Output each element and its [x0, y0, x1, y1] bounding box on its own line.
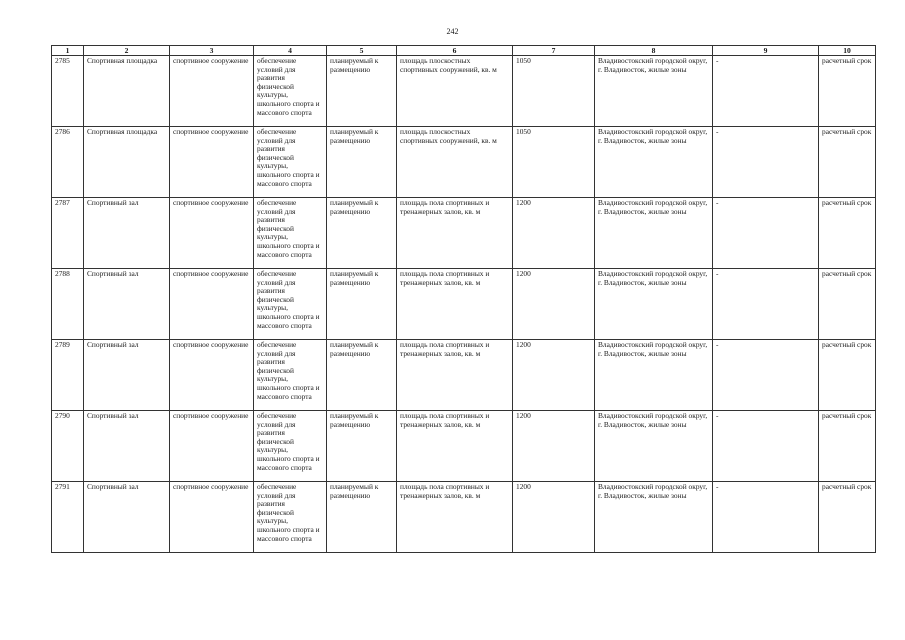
row-number: 2789 — [52, 340, 84, 411]
object-location: Владивостокский городской округ, г. Владивосток, жилые зоны — [595, 482, 713, 553]
implementation-term: расчетный срок — [819, 127, 876, 198]
table-row — [52, 127, 876, 198]
object-location: Владивостокский городской округ, г. Владивосток, жилые зоны — [595, 127, 713, 198]
indicator-name: площадь плоскостных спортивных сооружений, кв. м — [397, 127, 513, 198]
implementation-term: расчетный срок — [819, 482, 876, 553]
object-purpose: обеспечение условий для развития физической культуры, школьного спорта и массового спорта — [254, 198, 327, 269]
protection-zone: - — [713, 411, 819, 482]
protection-zone: - — [713, 269, 819, 340]
object-location: Владивостокский городской округ, г. Владивосток, жилые зоны — [595, 411, 713, 482]
indicator-name: площадь пола спортивных и тренажерных залов, кв. м — [397, 340, 513, 411]
indicator-name: площадь пола спортивных и тренажерных залов, кв. м — [397, 411, 513, 482]
implementation-term: расчетный срок — [819, 340, 876, 411]
object-type: спортивное сооружение — [170, 56, 254, 127]
row-number: 2786 — [52, 127, 84, 198]
object-status: планируемый к размещению — [327, 482, 397, 553]
header-row — [52, 46, 876, 56]
report-table — [51, 45, 876, 553]
row-number: 2791 — [52, 482, 84, 553]
row-number: 2785 — [52, 56, 84, 127]
implementation-term: расчетный срок — [819, 198, 876, 269]
object-name: Спортивный зал — [84, 269, 170, 340]
object-purpose: обеспечение условий для развития физической культуры, школьного спорта и массового спорта — [254, 340, 327, 411]
object-status: планируемый к размещению — [327, 56, 397, 127]
object-status: планируемый к размещению — [327, 198, 397, 269]
table-body — [52, 56, 876, 553]
indicator-value: 1200 — [513, 411, 595, 482]
row-number: 2787 — [52, 198, 84, 269]
column-header-8: 8 — [595, 46, 713, 56]
page-number: 242 — [446, 27, 459, 36]
column-header-6: 6 — [397, 46, 513, 56]
object-status: планируемый к размещению — [327, 269, 397, 340]
object-name: Спортивный зал — [84, 198, 170, 269]
table-row — [52, 56, 876, 127]
column-header-7: 7 — [513, 46, 595, 56]
indicator-name: площадь плоскостных спортивных сооружений, кв. м — [397, 56, 513, 127]
object-purpose: обеспечение условий для развития физической культуры, школьного спорта и массового спорта — [254, 56, 327, 127]
object-purpose: обеспечение условий для развития физической культуры, школьного спорта и массового спорта — [254, 482, 327, 553]
object-type: спортивное сооружение — [170, 127, 254, 198]
object-type: спортивное сооружение — [170, 340, 254, 411]
table-row — [52, 482, 876, 553]
object-location: Владивостокский городской округ, г. Владивосток, жилые зоны — [595, 198, 713, 269]
protection-zone: - — [713, 198, 819, 269]
object-name: Спортивная площадка — [84, 127, 170, 198]
object-status: планируемый к размещению — [327, 127, 397, 198]
column-header-4: 4 — [254, 46, 327, 56]
indicator-name: площадь пола спортивных и тренажерных залов, кв. м — [397, 482, 513, 553]
table-row — [52, 340, 876, 411]
object-type: спортивное сооружение — [170, 269, 254, 340]
object-type: спортивное сооружение — [170, 411, 254, 482]
object-name: Спортивный зал — [84, 482, 170, 553]
indicator-name: площадь пола спортивных и тренажерных залов, кв. м — [397, 198, 513, 269]
object-status: планируемый к размещению — [327, 340, 397, 411]
object-name: Спортивная площадка — [84, 56, 170, 127]
object-location: Владивостокский городской округ, г. Владивосток, жилые зоны — [595, 340, 713, 411]
object-name: Спортивный зал — [84, 340, 170, 411]
object-location: Владивостокский городской округ, г. Владивосток, жилые зоны — [595, 269, 713, 340]
object-location: Владивостокский городской округ, г. Владивосток, жилые зоны — [595, 56, 713, 127]
object-status: планируемый к размещению — [327, 411, 397, 482]
column-header-9: 9 — [713, 46, 819, 56]
implementation-term: расчетный срок — [819, 269, 876, 340]
indicator-value: 1200 — [513, 340, 595, 411]
column-header-5: 5 — [327, 46, 397, 56]
row-number: 2790 — [52, 411, 84, 482]
table-row — [52, 411, 876, 482]
indicator-value: 1200 — [513, 269, 595, 340]
indicator-value: 1200 — [513, 482, 595, 553]
object-type: спортивное сооружение — [170, 198, 254, 269]
column-header-1: 1 — [52, 46, 84, 56]
implementation-term: расчетный срок — [819, 56, 876, 127]
object-purpose: обеспечение условий для развития физической культуры, школьного спорта и массового спорта — [254, 127, 327, 198]
table-row — [52, 198, 876, 269]
protection-zone: - — [713, 56, 819, 127]
protection-zone: - — [713, 482, 819, 553]
column-header-2: 2 — [84, 46, 170, 56]
object-type: спортивное сооружение — [170, 482, 254, 553]
protection-zone: - — [713, 340, 819, 411]
row-number: 2788 — [52, 269, 84, 340]
column-header-10: 10 — [819, 46, 876, 56]
object-purpose: обеспечение условий для развития физической культуры, школьного спорта и массового спорта — [254, 269, 327, 340]
object-purpose: обеспечение условий для развития физической культуры, школьного спорта и массового спорта — [254, 411, 327, 482]
indicator-value: 1200 — [513, 198, 595, 269]
indicator-value: 1050 — [513, 56, 595, 127]
indicator-value: 1050 — [513, 127, 595, 198]
table-header — [52, 46, 876, 56]
indicator-name: площадь пола спортивных и тренажерных залов, кв. м — [397, 269, 513, 340]
protection-zone: - — [713, 127, 819, 198]
implementation-term: расчетный срок — [819, 411, 876, 482]
table-row — [52, 269, 876, 340]
column-header-3: 3 — [170, 46, 254, 56]
object-name: Спортивный зал — [84, 411, 170, 482]
